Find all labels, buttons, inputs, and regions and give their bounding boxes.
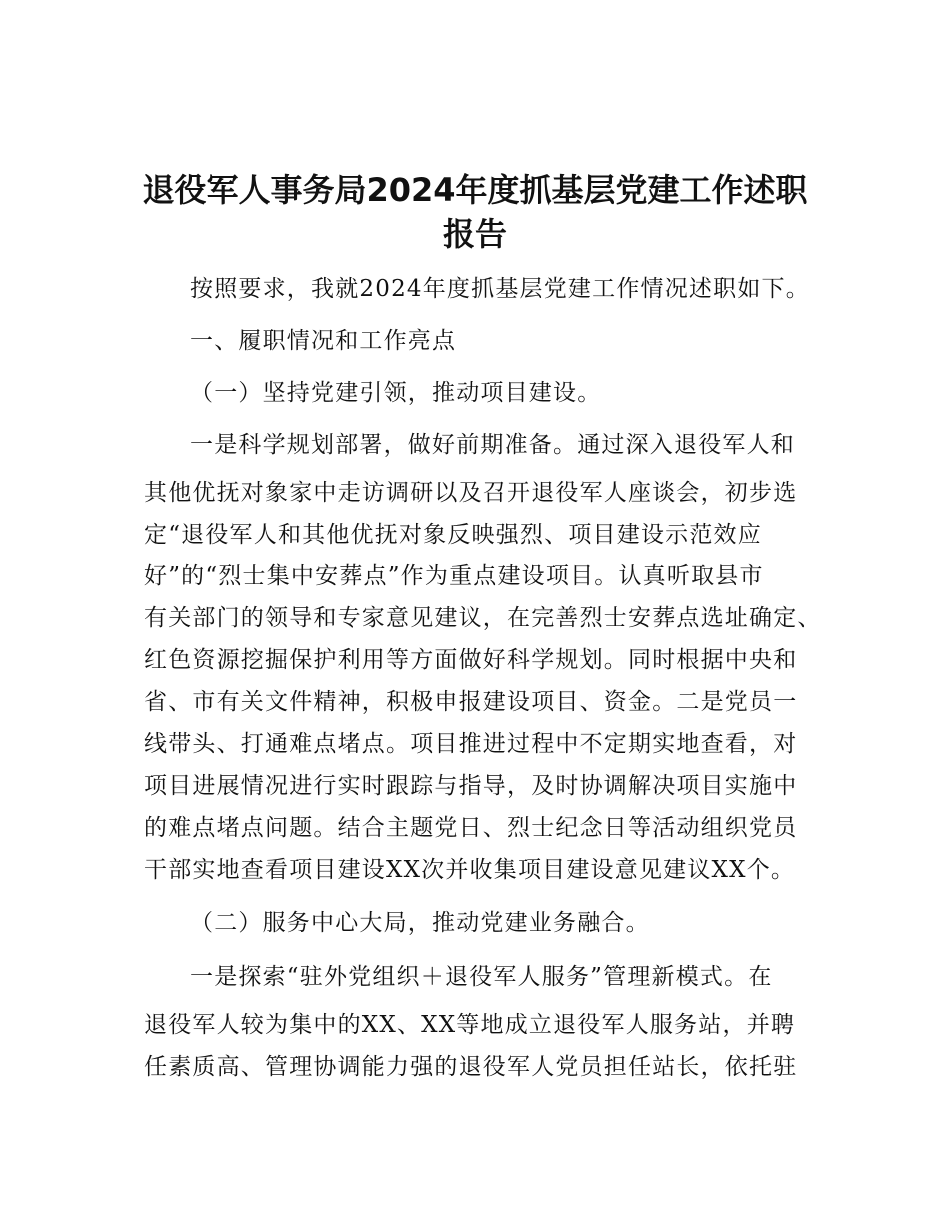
document-title-line-2: 报告 <box>442 215 507 253</box>
paragraph-2-line-2: 退役军人较为集中的XX、XX等地成立退役军人服务站，并聘 <box>144 1012 796 1038</box>
paragraph-1-line-5: 有关部门的领导和专家意见建议，在完善烈士安葬点选址确定、 <box>144 605 822 631</box>
paragraph-1-line-10: 的难点堵点问题。结合主题党日、烈士纪念日等活动组织党员 <box>144 815 798 841</box>
paragraph-1-line-2: 其他优抚对象家中走访调研以及召开退役军人座谈会，初步选 <box>144 480 798 506</box>
subsection-heading-1: （一）坚持党建引领，推动项目建设。 <box>190 380 602 406</box>
paragraph-2-line-3: 任素质高、管理协调能力强的退役军人党员担任站长，依托驻 <box>144 1054 798 1080</box>
document-title-line-1: 退役军人事务局2024年度抓基层党建工作述职 <box>142 171 808 209</box>
paragraph-1-line-9: 项目进展情况进行实时跟踪与指导，及时协调解决项目实施中 <box>144 773 798 799</box>
paragraph-1-line-1: 一是科学规划部署，做好前期准备。通过深入退役军人和 <box>190 432 795 458</box>
paragraph-1-line-3: 定“退役军人和其他优抚对象反映强烈、项目建设示范效应 <box>144 522 762 548</box>
section-heading-1: 一、履职情况和工作亮点 <box>190 328 457 354</box>
paragraph-1-line-6: 红色资源挖掘保护利用等方面做好科学规划。同时根据中央和 <box>144 647 798 673</box>
paragraph-1-line-7: 省、市有关文件精神，积极申报建设项目、资金。二是党员一 <box>144 689 798 715</box>
paragraph-1-line-11: 干部实地查看项目建设XX次并收集项目建设意见建议XX个。 <box>144 857 796 883</box>
subsection-heading-2: （二）服务中心大局，推动党建业务融合。 <box>190 910 650 936</box>
paragraph-1-line-8: 线带头、打通难点堵点。项目推进过程中不定期实地查看，对 <box>144 731 798 757</box>
paragraph-2-line-1: 一是探索“驻外党组织＋退役军人服务”管理新模式。在 <box>190 964 773 990</box>
intro-paragraph: 按照要求，我就2024年度抓基层党建工作情况述职如下。 <box>190 276 810 302</box>
paragraph-1-line-4: 好”的“烈士集中安葬点”作为重点建设项目。认真听取县市 <box>144 563 764 589</box>
